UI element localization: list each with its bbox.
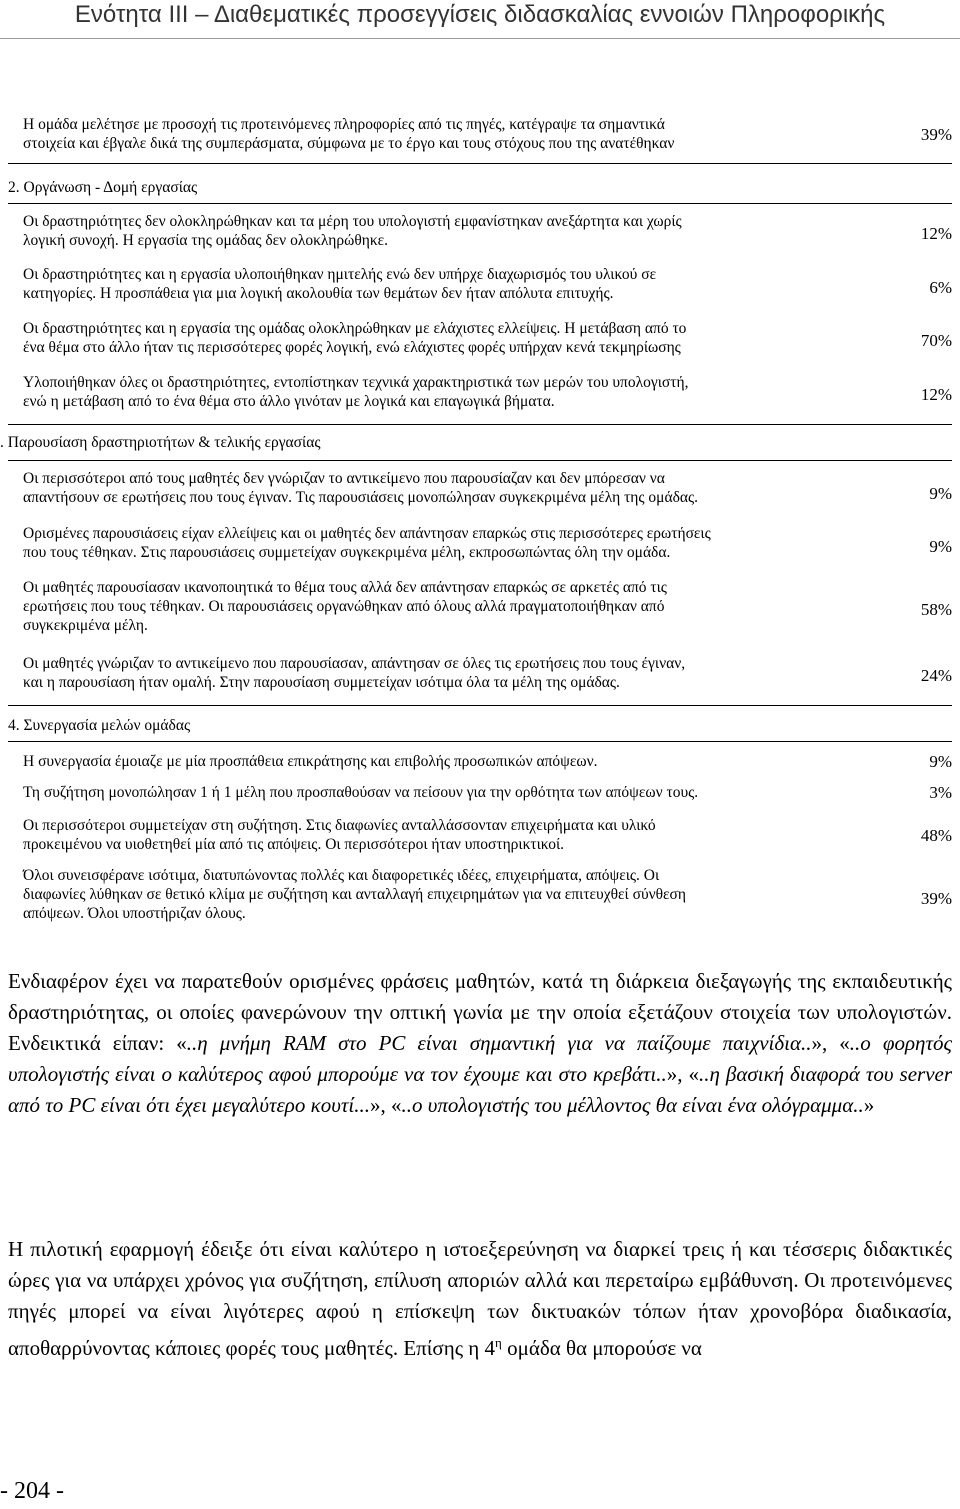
page-number: - 204 - [0, 1478, 64, 1504]
item-percent: 48% [920, 826, 952, 845]
item-line: κατηγορίες. Η προσπάθεια για μια λογική ακολουθία των θεμάτων δεν ήταν απόλυτα επιτυχής. [23, 285, 614, 302]
section4-item-2 [23, 783, 903, 802]
section4-item-4 [23, 866, 903, 923]
row-divider [8, 163, 952, 164]
item-percent: 9% [929, 752, 952, 771]
paragraph-pilot-results [8, 1234, 952, 1364]
quote-separator: », « [666, 1062, 699, 1086]
item-percent: 70% [920, 331, 952, 350]
item-line: ένα θέμα στο άλλο ήταν τις περισσότερες φορές λογική, ενώ ελάχιστες φορές υπήρχαν κενά τεκμηρίωσης [23, 339, 681, 356]
item-percent: 39% [920, 125, 952, 144]
section4-item-3 [23, 816, 903, 854]
quote-separator: », « [811, 1031, 850, 1055]
section-title: 2. Οργάνωση - Δομή εργασίας [8, 179, 198, 196]
item-line: ερωτήσεις που τους τέθηκαν. Οι παρουσιάσεις οργανώθηκαν από όλους αλλά πραγματοποιήθηκαν από [23, 598, 665, 615]
item-percent: 58% [920, 600, 952, 619]
running-header: Ενότητα ΙΙΙ – Διαθεματικές προσεγγίσεις διδασκαλίας εννοιών Πληροφορικής [0, 0, 960, 39]
intro-item [23, 115, 903, 153]
row-divider [8, 460, 952, 461]
item-line: που τους τέθηκαν. Στις παρουσιάσεις συμμετείχαν συγκεκριμένα μέλη, εκπροσωπώντας όλη την ομάδα. [23, 544, 671, 561]
item-line: συγκεκριμένα μέλη. [23, 617, 148, 634]
paragraph-lead: Ενδιαφέρον έχει να παρατεθούν ορισμένες φράσεις μαθητών, κατά τη διάρκεια διεξαγωγής της εκπαιδευτικής δραστηριότητας, οι οποίες φανερώνουν την οπτική γωνία με την οποία εξετάζουν στοιχεία των υπολογιστών. Ενδεικτικά είπαν: « [8, 969, 952, 1055]
section-title: . Παρουσίαση δραστηριοτήτων & τελικής εργασίας [0, 434, 321, 451]
item-line: Οι μαθητές γνώριζαν το αντικείμενο που παρουσίασαν, απάντησαν σε όλες τις ερωτήσεις που τους έγιναν, [23, 655, 686, 672]
item-line: απαντήσουν σε ερωτήσεις που τους έγιναν. Τις παρουσιάσεις μονοπώλησαν συγκεκριμένα μέλη της ομάδας. [23, 489, 699, 506]
quote-1: ..η μνήμη RAM στο PC είναι σημαντική για να παίζουμε παιχνίδια.. [186, 1031, 812, 1055]
superscript: η [495, 1335, 502, 1350]
item-percent: 12% [920, 224, 952, 243]
section2-item-1 [23, 212, 903, 250]
item-line: Τη συζήτηση μονοπώλησαν 1 ή 1 μέλη που προσπαθούσαν να πείσουν για την ορθότητα των απόψεων τους. [23, 784, 699, 801]
item-line: απόψεων. Όλοι υποστήριζαν όλους. [23, 905, 246, 922]
item-line: Οι δραστηριότητες δεν ολοκληρώθηκαν και τα μέρη του υπολογιστή εμφανίστηκαν ανεξάρτητα και χωρίς [23, 213, 682, 230]
quote-3: ..η βασική διαφορά του server από το PC είναι ότι έχει μεγαλύτερο κουτί... [8, 1062, 953, 1117]
item-line: προκειμένου να υιοθετηθεί μία από τις απόψεις. Οι περισσότεροι ήταν υποστηρικτικοί. [23, 836, 565, 853]
row-divider [8, 705, 952, 706]
item-line: Ορισμένες παρουσιάσεις είχαν ελλείψεις και οι μαθητές δεν απάντησαν επαρκώς στις περισσότερες ερωτήσεις [23, 525, 711, 542]
item-percent: 9% [929, 484, 952, 503]
row-divider [8, 741, 952, 742]
section2-item-3 [23, 319, 903, 357]
section3-item-2 [23, 524, 903, 562]
paragraph-text: Η πιλοτική εφαρμογή έδειξε ότι είναι καλύτερο η ιστοεξερεύνηση να διαρκεί τρεις ή και τέσσερις διδακτικές ώρες για να υπάρχει χρόνος για συζήτηση, επίλυση αποριών αλλά και περεταίρω εμβάθυνση. Οι προτεινόμενες πηγές μπορεί να είναι λιγότερες αφού η επίσκεψη των δικτυακών τόπων ήταν χρονοβόρα διαδικασία, αποθαρρύνοντας κάποιες φορές τους μαθητές. Επίσης η 4 [8, 1237, 952, 1360]
section4-item-1 [23, 752, 903, 771]
row-divider [8, 424, 952, 425]
item-line: Οι μαθητές παρουσίασαν ικανοποιητικά το θέμα τους αλλά δεν απάντησαν επαρκώς σε αρκετές από τις [23, 579, 667, 596]
quote-separator: », « [369, 1093, 402, 1117]
item-percent: 39% [920, 889, 952, 908]
item-line: Οι περισσότεροι συμμετείχαν στη συζήτηση. Στις διαφωνίες ανταλλάσσονταν επιχειρήματα και υλικό [23, 817, 656, 834]
section2-item-2 [23, 265, 903, 303]
item-percent: 6% [929, 278, 952, 297]
item-percent: 3% [929, 783, 952, 802]
item-line: Η ομάδα μελέτησε με προσοχή τις προτεινόμενες πληροφορίες από τις πηγές, κατέγραψε τα σημαντικά [23, 116, 665, 133]
quote-2: ..ο φορητός υπολογιστής είναι ο καλύτερος αφού μπορούμε να τον έχουμε και στο κρεβάτι.. [8, 1031, 952, 1086]
item-line: Οι περισσότεροι από τους μαθητές δεν γνώριζαν το αντικείμενο που παρουσίαζαν και δεν μπόρεσαν να [23, 470, 665, 487]
quote-4: ..ο υπολογιστής του μέλλοντος θα είναι ένα ολόγραμμα.. [401, 1093, 864, 1117]
item-line: Η συνεργασία έμοιαζε με μία προσπάθεια επικράτησης και επιβολής προσωπικών απόψεων. [23, 753, 598, 770]
quote-end: » [863, 1093, 875, 1117]
paragraph-student-quotes [8, 966, 952, 1121]
item-line: Όλοι συνεισφέρανε ισότιμα, διατυπώνοντας πολλές και διαφορετικές ιδέες, επιχειρήματα, απόψεις. Οι [23, 867, 660, 884]
item-line: στοιχεία και έβγαλε δικά της συμπεράσματα, σύμφωνα με το έργο και τους στόχους που της ανατέθηκαν [23, 135, 675, 152]
item-line: Οι δραστηριότητες και η εργασία της ομάδας ολοκληρώθηκαν με ελάχιστες ελλείψεις. Η μετάβαση από το [23, 320, 687, 337]
item-percent: 12% [920, 385, 952, 404]
item-line: και η παρουσίαση ήταν ομαλή. Στην παρουσίαση συμμετείχαν ισότιμα όλα τα μέλη της ομάδας. [23, 674, 620, 691]
item-percent: 24% [920, 666, 952, 685]
paragraph-tail: ομάδα θα μπορούσε να [501, 1336, 702, 1360]
section2-item-4 [23, 373, 903, 411]
row-divider [8, 203, 952, 204]
section3-item-3 [23, 578, 903, 635]
item-line: λογική συνοχή. Η εργασία της ομάδας δεν ολοκληρώθηκε. [23, 232, 389, 249]
item-line: Υλοποιήθηκαν όλες οι δραστηριότητες, εντοπίστηκαν τεχνικά χαρακτηριστικά των μερών του υπολογιστή, [23, 374, 689, 391]
item-line: Οι δραστηριότητες και η εργασία υλοποιήθηκαν ημιτελής ενώ δεν υπήρχε διαχωρισμός του υλικού σε [23, 266, 657, 283]
item-line: ενώ η μετάβαση από το ένα θέμα στο άλλο γινόταν με λογικά και επαγωγικά βήματα. [23, 393, 555, 410]
item-percent: 9% [929, 537, 952, 556]
section-title: 4. Συνεργασία μελών ομάδας [8, 717, 191, 734]
section3-item-1 [23, 469, 903, 507]
item-line: διαφωνίες λύθηκαν σε θετικό κλίμα με συζήτηση και ανταλλαγή επιχειρημάτων για να επιτευχθεί σύνθεση [23, 886, 687, 903]
section3-item-4 [23, 654, 903, 692]
